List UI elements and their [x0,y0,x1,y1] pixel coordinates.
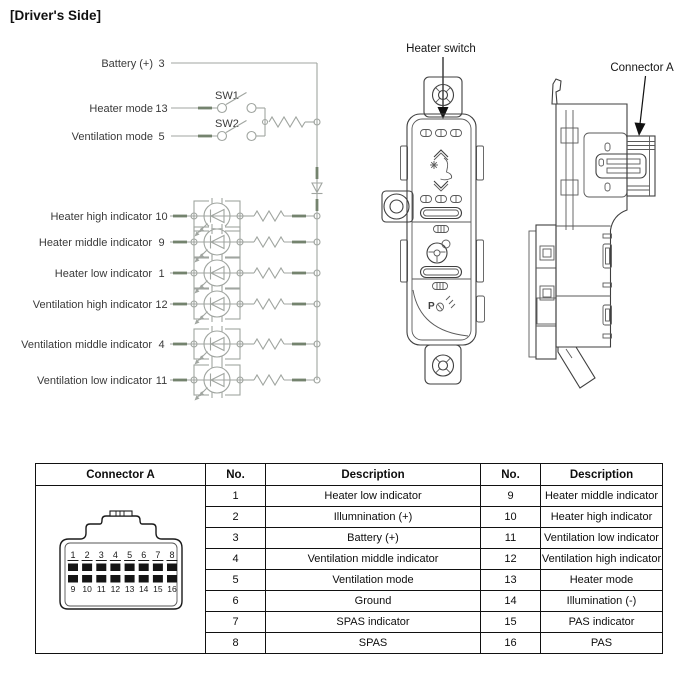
pin-no-cell: 8 [206,633,266,654]
connector-a-pinout-diagram [46,508,196,620]
rocker-slot-top [421,208,462,219]
svg-text:8: 8 [168,550,175,560]
pin-no-cell: 7 [206,612,266,633]
chevron-down-icon [434,181,448,191]
pin-no-cell: 2 [206,507,266,528]
svg-text:3: 3 [98,550,104,560]
heater-switch-callout: Heater switch [406,43,476,55]
pas-indicator-window [433,283,448,290]
pin-no-cell: 3 [206,528,266,549]
pin-desc-cell: SPAS [266,633,481,654]
indicator-pin: 11 [155,375,168,387]
seat-heater-fan-icon [430,158,452,180]
indicator-windows-bottom [421,196,462,203]
pin-no-cell: 16 [481,633,541,654]
connector-a-pinout-cell [36,486,206,654]
header-no-left: No. [206,464,266,486]
pin-no-cell: 11 [481,528,541,549]
indicator-windows-top [421,130,462,137]
pin-desc-cell: PAS indicator [541,612,663,633]
indicator-pin: 4 [158,339,165,351]
heater-mode-pin: 13 [155,103,168,115]
pin-desc-cell: Illumination (-) [541,591,663,612]
svg-text:15: 15 [152,584,163,594]
svg-text:6: 6 [140,550,146,560]
header-connector-a: Connector A [36,464,206,486]
svg-text:11: 11 [96,584,106,594]
indicator-label: Heater high indicator [50,211,152,223]
svg-text:14: 14 [138,584,148,594]
connector-a-housing [627,136,655,196]
table-row [36,486,663,507]
battery-pin: 3 [158,58,165,70]
sw2-label: SW2 [215,118,239,130]
indicator-label: Ventilation middle indicator [21,339,152,351]
indicator-pin: 10 [155,211,168,223]
heater-mode-label: Heater mode [89,103,153,115]
circuit-row-battery [101,58,317,70]
connector-latch [110,511,132,516]
indicator-pin: 12 [155,299,168,311]
side-view-foot [558,347,595,388]
pin-no-cell: 15 [481,612,541,633]
header-desc-left: Description [266,464,481,486]
indicator-pin: 1 [158,268,165,280]
svg-text:9: 9 [70,584,75,594]
terminal-slot [596,143,646,191]
heater-switch-front-view [382,43,485,384]
pin-desc-cell: Ventilation high indicator [541,549,663,570]
svg-text:10: 10 [81,584,92,594]
pin-no-cell: 5 [206,570,266,591]
indicator-label: Heater low indicator [54,268,152,280]
spas-indicator-window [434,226,449,233]
svg-text:13: 13 [124,584,134,594]
svg-text:1: 1 [69,550,76,560]
table-header-row [36,464,663,486]
ventilation-mode-label: Ventilation mode [71,131,153,143]
pin-no-cell: 1 [206,486,266,507]
circuit-row-ventilation-mode [72,118,265,143]
svg-text:P: P [428,301,435,312]
connector-a-callout: Connector A [610,62,674,74]
pin-desc-cell: Ventilation mode [266,570,481,591]
pin-no-cell: 12 [481,549,541,570]
steering-assist-icon [427,240,450,263]
svg-text:7: 7 [154,550,160,560]
pin-no-cell: 10 [481,507,541,528]
circuit-schematic [21,58,322,401]
header-desc-right: Description [541,464,663,486]
pin-no-cell: 4 [206,549,266,570]
connector-a-arrow [635,76,646,136]
heater-switch-side-view [529,62,674,388]
circuit-row-heater-mode [89,90,265,115]
pin-desc-cell: Battery (+) [266,528,481,549]
page-title: [Driver's Side] [10,8,101,23]
connector-pin-table [35,463,663,654]
indicator-label: Ventilation low indicator [37,375,152,387]
pin-desc-cell: Heater middle indicator [541,486,663,507]
pin-desc-cell: Ventilation low indicator [541,528,663,549]
pin-no-cell: 14 [481,591,541,612]
chevron-up-icon [434,150,448,160]
connector-shell [60,516,182,609]
ventilation-mode-pin: 5 [158,131,165,143]
pin-no-cell: 9 [481,486,541,507]
indicator-label: Ventilation high indicator [32,299,152,311]
svg-text:12: 12 [110,584,120,594]
pin-desc-cell: PAS [541,633,663,654]
rocker-slot-bottom [421,267,462,278]
pin-no-cell: 6 [206,591,266,612]
screw-hole-icon [433,355,454,376]
svg-text:4: 4 [112,550,118,560]
led-indicator-rows [21,198,320,401]
panel-sweep-line [413,290,468,336]
sw1-label: SW1 [215,90,239,102]
pin-desc-cell: Illumnination (+) [266,507,481,528]
header-no-right: No. [481,464,541,486]
pin-desc-cell: Heater low indicator [266,486,481,507]
pin-desc-cell: Heater high indicator [541,507,663,528]
parking-assist-icon [428,296,455,312]
indicator-pin: 9 [158,237,165,249]
side-view-back-plates [529,225,556,359]
side-mount-bushing [382,191,413,222]
svg-text:16: 16 [166,584,177,594]
switch-junction-resistor [263,108,321,136]
pin-desc-cell: Heater mode [541,570,663,591]
pin-desc-cell: Ground [266,591,481,612]
pin-desc-cell: Ventilation middle indicator [266,549,481,570]
battery-label: Battery (+) [101,58,153,70]
indicator-label: Heater middle indicator [38,237,152,249]
side-view-body [556,104,627,347]
svg-text:5: 5 [126,550,132,560]
pin-desc-cell: SPAS indicator [266,612,481,633]
pin-no-cell: 13 [481,570,541,591]
heater-switch-arrow [438,57,449,119]
svg-text:2: 2 [84,550,90,560]
